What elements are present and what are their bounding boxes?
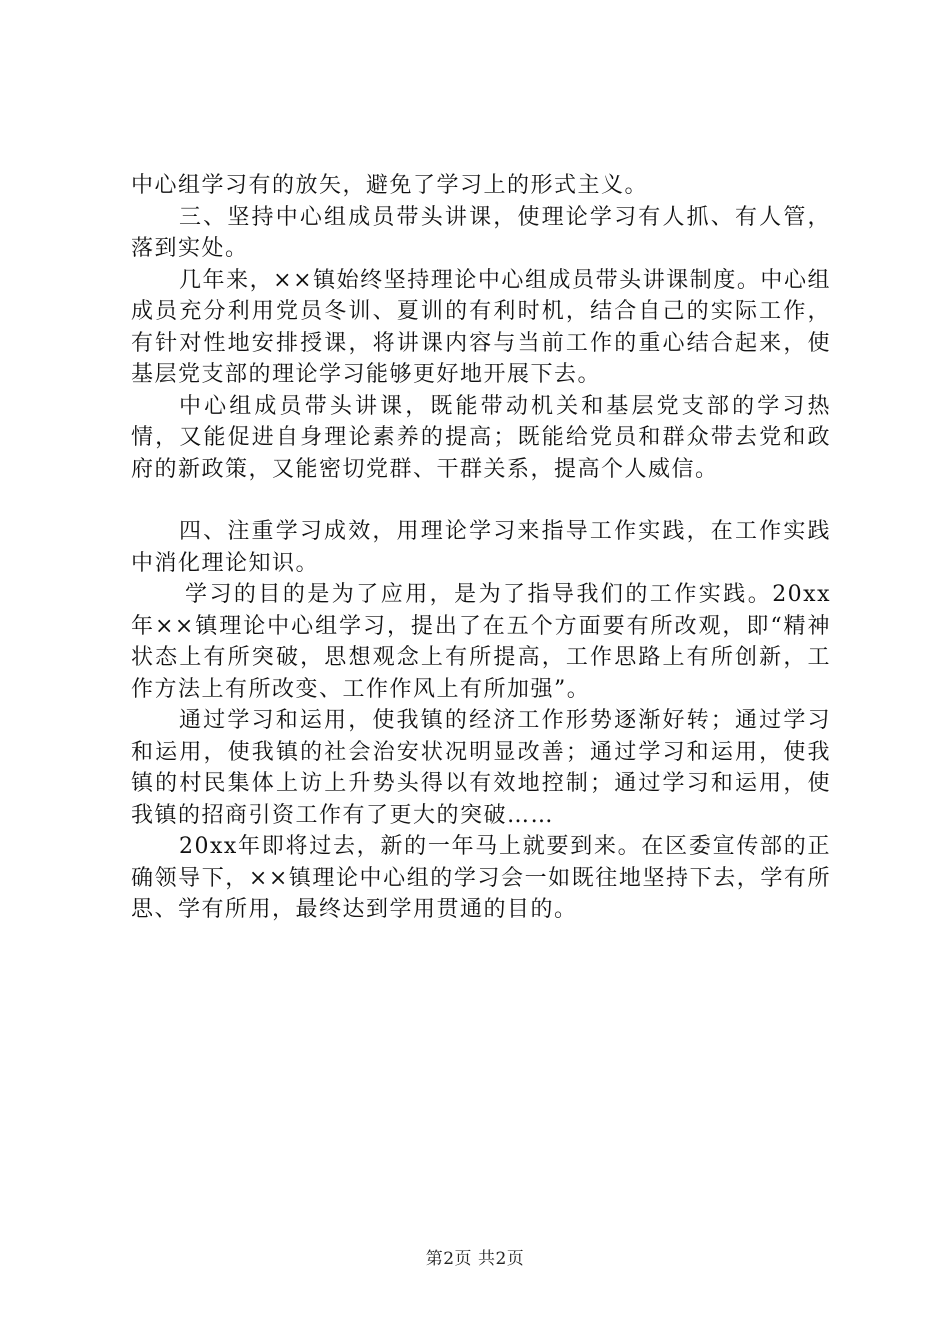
paragraph-5: 四、注重学习成效，用理论学习来指导工作实践，在工作实践中消化理论知识。 <box>131 519 831 576</box>
document-body <box>131 170 831 926</box>
paragraph-4: 中心组成员带头讲课，既能带动机关和基层党支部的学习热情，又能促进自身理论素养的提高；既能给党员和群众带去党和政府的新政策，又能密切党群、干群关系，提高个人威信。 <box>131 393 831 482</box>
paragraph-1: 中心组学习有的放矢，避免了学习上的形式主义。 <box>131 173 649 198</box>
page-footer: 第2页 共2页 <box>425 1249 525 1269</box>
paragraph-8: 20xx年即将过去，新的一年马上就要到来。在区委宣传部的正确领导下，××镇理论中心组的学习会一如既往地坚持下去，学有所思、学有所用，最终达到学用贯通的目的。 <box>131 834 831 922</box>
paragraph-gap <box>131 485 831 516</box>
paragraph-2: 三、坚持中心组成员带头讲课，使理论学习有人抓、有人管，落到实处。 <box>131 204 831 261</box>
paragraph-7: 通过学习和运用，使我镇的经济工作形势逐渐好转；通过学习和运用，使我镇的社会治安状况明显改善；通过学习和运用，使我镇的村民集体上访上升势头得以有效地控制；通过学习和运用，使我镇的招商引资工作有了更大的突破…… <box>131 708 831 828</box>
paragraph-6: 学习的目的是为了应用，是为了指导我们的工作实践。20xx年××镇理论中心组学习，提出了在五个方面要有所改观，即“精神状态上有所突破，思想观念上有所提高，工作思路上有所创新，工作方法上有所改变、工作作风上有所加强”。 <box>131 582 831 702</box>
paragraph-3: 几年来，××镇始终坚持理论中心组成员带头讲课制度。中心组成员充分利用党员冬训、夏训的有利时机，结合自己的实际工作，有针对性地安排授课，将讲课内容与当前工作的重心结合起来，使基层党支部的理论学习能够更好地开展下去。 <box>131 267 831 387</box>
